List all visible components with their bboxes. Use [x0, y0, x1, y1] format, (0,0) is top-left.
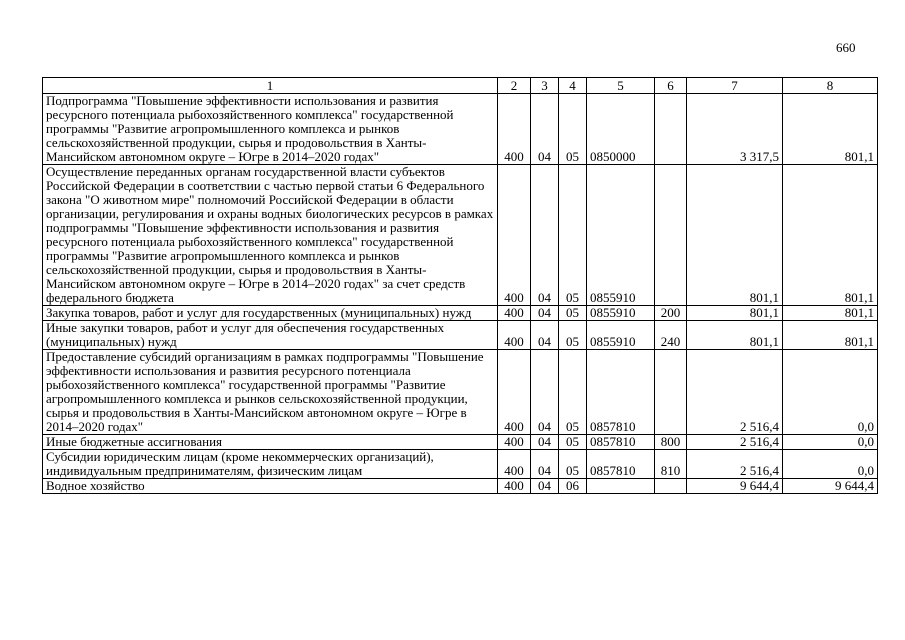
amount-col8: 801,1	[783, 306, 878, 321]
amount-col7: 801,1	[687, 165, 783, 306]
subsection-code: 06	[559, 479, 587, 494]
column-header: 1	[43, 78, 498, 94]
expense-type-code	[655, 165, 687, 306]
expense-type-code	[655, 479, 687, 494]
amount-col7: 2 516,4	[687, 350, 783, 435]
ministry-code: 400	[498, 350, 531, 435]
subsection-code: 05	[559, 350, 587, 435]
section-code: 04	[531, 306, 559, 321]
subsection-code: 05	[559, 94, 587, 165]
row-name: Водное хозяйство	[43, 479, 498, 494]
row-name: Иные бюджетные ассигнования	[43, 435, 498, 450]
column-header: 5	[587, 78, 655, 94]
amount-col7: 3 317,5	[687, 94, 783, 165]
amount-col8: 0,0	[783, 435, 878, 450]
target-article-code: 0855910	[587, 165, 655, 306]
table-row	[43, 306, 878, 321]
target-article-code	[587, 479, 655, 494]
ministry-code: 400	[498, 306, 531, 321]
table-row	[43, 435, 878, 450]
amount-col8: 801,1	[783, 165, 878, 306]
subsection-code: 05	[559, 321, 587, 350]
section-code: 04	[531, 94, 559, 165]
amount-col8: 801,1	[783, 321, 878, 350]
section-code: 04	[531, 321, 559, 350]
ministry-code: 400	[498, 450, 531, 479]
amount-col7: 2 516,4	[687, 435, 783, 450]
table-row	[43, 165, 878, 306]
ministry-code: 400	[498, 321, 531, 350]
target-article-code: 0855910	[587, 321, 655, 350]
column-header: 3	[531, 78, 559, 94]
section-code: 04	[531, 435, 559, 450]
expense-type-code: 200	[655, 306, 687, 321]
subsection-code: 05	[559, 165, 587, 306]
budget-table	[42, 77, 878, 494]
section-code: 04	[531, 479, 559, 494]
target-article-code: 0857810	[587, 435, 655, 450]
amount-col7: 2 516,4	[687, 450, 783, 479]
expense-type-code: 800	[655, 435, 687, 450]
ministry-code: 400	[498, 479, 531, 494]
row-name: Иные закупки товаров, работ и услуг для обеспечения государственных (муниципальных) нужд	[43, 321, 498, 350]
amount-col8: 801,1	[783, 94, 878, 165]
ministry-code: 400	[498, 165, 531, 306]
table-row	[43, 94, 878, 165]
row-name: Подпрограмма "Повышение эффективности использования и развития ресурсного потенциала рыбохозяйственного комплекса" государственной программы "Развитие агропромышленного комплекса и рынков сельскохозяйственной продукции, сырья и продовольствия в Ханты-Мансийском автономном округе – Югре в 2014–2020 годах"	[43, 94, 498, 165]
row-name: Предоставление субсидий организациям в рамках подпрограммы "Повышение эффективности использования и развития ресурсного потенциала рыбохозяйственного комплекса" государственной программы "Развитие агропромышленного комплекса и рынков сельскохозяйственной продукции, сырья и продовольствия в Ханты-Мансийском автономном округе – Югре в 2014–2020 годах"	[43, 350, 498, 435]
table-row	[43, 350, 878, 435]
subsection-code: 05	[559, 435, 587, 450]
column-header: 8	[783, 78, 878, 94]
target-article-code: 0857810	[587, 350, 655, 435]
expense-type-code	[655, 350, 687, 435]
subsection-code: 05	[559, 450, 587, 479]
column-header: 7	[687, 78, 783, 94]
expense-type-code: 240	[655, 321, 687, 350]
row-name: Осуществление переданных органам государственной власти субъектов Российской Федерации в соответствии с частью первой статьи 6 Федерального закона "О животном мире" полномочий Российской Федерации в области организации, регулирования и охраны водных биологических ресурсов в рамках подпрограммы "Повышение эффективности использования и развития ресурсного потенциала рыбохозяйственного комплекса" государственной программы "Развитие агропромышленного комплекса и рынков сельскохозяйственной продукции, сырья и продовольствия в Ханты-Мансийском автономном округе – Югре в 2014–2020 годах" за счет средств федерального бюджета	[43, 165, 498, 306]
section-code: 04	[531, 350, 559, 435]
column-header: 6	[655, 78, 687, 94]
table-row	[43, 321, 878, 350]
subsection-code: 05	[559, 306, 587, 321]
ministry-code: 400	[498, 435, 531, 450]
row-name: Субсидии юридическим лицам (кроме некоммерческих организаций), индивидуальным предпринимателям, физическим лицам	[43, 450, 498, 479]
section-code: 04	[531, 450, 559, 479]
expense-type-code	[655, 94, 687, 165]
amount-col7: 9 644,4	[687, 479, 783, 494]
target-article-code: 0857810	[587, 450, 655, 479]
amount-col8: 0,0	[783, 450, 878, 479]
table-row	[43, 479, 878, 494]
target-article-code: 0855910	[587, 306, 655, 321]
ministry-code: 400	[498, 94, 531, 165]
amount-col8: 0,0	[783, 350, 878, 435]
row-name: Закупка товаров, работ и услуг для государственных (муниципальных) нужд	[43, 306, 498, 321]
column-header: 2	[498, 78, 531, 94]
amount-col7: 801,1	[687, 306, 783, 321]
column-header: 4	[559, 78, 587, 94]
amount-col8: 9 644,4	[783, 479, 878, 494]
section-code: 04	[531, 165, 559, 306]
page-number: 660	[836, 40, 856, 55]
header-row	[43, 78, 878, 94]
table-row	[43, 450, 878, 479]
amount-col7: 801,1	[687, 321, 783, 350]
target-article-code: 0850000	[587, 94, 655, 165]
expense-type-code: 810	[655, 450, 687, 479]
